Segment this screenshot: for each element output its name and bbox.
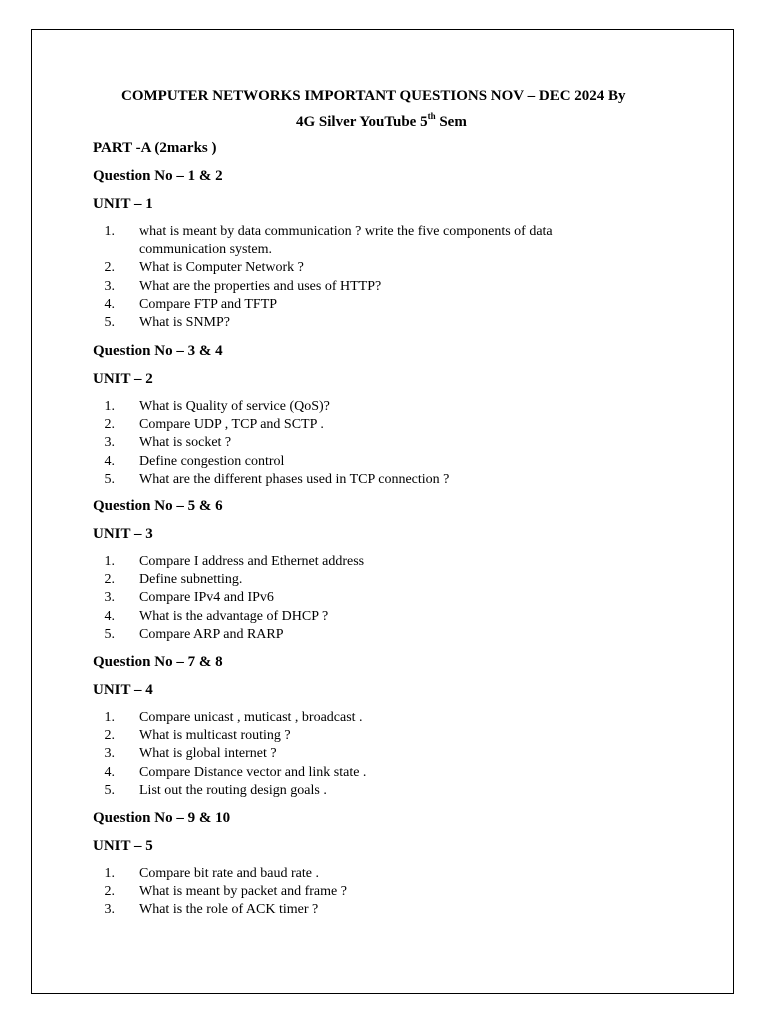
list-item-text: What is socket ? [139,435,232,451]
list-item-number: 3. [104,590,115,606]
list-item-number: 4. [104,764,115,780]
question-heading: Question No – 7 & 8 [93,654,223,670]
list-item-text: Compare unicast , muticast , broadcast . [139,710,363,725]
unit-heading: UNIT – 4 [93,682,153,698]
document-title: COMPUTER NETWORKS IMPORTANT QUESTIONS NOV – DEC 2024 By [121,88,626,104]
list-item-text: What is the advantage of DHCP ? [139,608,329,624]
subtitle-prefix: 4G Silver YouTube 5 [296,114,428,130]
list-item-text: Compare Distance vector and link state . [139,764,367,780]
list-item-text: Compare ARP and RARP [139,626,284,642]
list-item-text: What is global internet ? [139,746,277,762]
list-item-number: 5. [104,471,115,487]
subtitle-suffix: Sem [435,114,467,130]
question-heading: Question No – 3 & 4 [93,343,223,359]
list-item-number: 3. [104,435,115,451]
unit-heading: UNIT – 5 [93,838,153,854]
list-item-text: Define congestion control [139,453,285,469]
unit-heading: UNIT – 3 [93,526,153,542]
list-item-text: What are the different phases used in TCP connection ? [139,471,450,487]
question-heading: Question No – 9 & 10 [93,810,231,826]
list-item-text: what is meant by data communication ? write the five components of data [139,224,553,239]
list-item-text: List out the routing design goals . [139,782,327,798]
subtitle-superscript: th [427,111,436,121]
list-item-text: What is multicast routing ? [139,728,291,744]
list-item-number: 2. [104,572,115,588]
part-heading: PART -A (2marks ) [93,140,217,156]
list-item-text: What is SNMP? [139,315,230,330]
list-item-text: What is the role of ACK timer ? [139,902,319,918]
list-item-number: 2. [104,260,115,276]
list-item-number: 4. [104,608,115,624]
list-item-number: 3. [104,902,115,918]
list-item-text: What is Quality of service (QoS)? [139,399,330,414]
list-item-number: 1. [104,224,115,239]
list-item-text: Compare I address and Ethernet address [139,554,365,569]
list-item-number: 5. [104,626,115,642]
question-heading: Question No – 1 & 2 [93,168,223,184]
question-heading: Question No – 5 & 6 [93,498,223,514]
list-item-text: Compare bit rate and baud rate . [139,866,319,881]
list-item-text: Define subnetting. [139,572,243,588]
list-item-text: What is meant by packet and frame ? [139,884,347,900]
document-subtitle [296,111,467,131]
list-item-text: Compare UDP , TCP and SCTP . [139,417,324,433]
list-item-number: 2. [104,728,115,744]
list-item-text: What are the properties and uses of HTTP? [139,278,382,294]
list-item-number: 5. [104,782,115,798]
list-item-number: 2. [104,884,115,900]
list-item-number: 3. [104,278,115,294]
list-item-number: 5. [104,315,115,330]
unit-heading: UNIT – 2 [93,371,153,387]
list-item-text: Compare FTP and TFTP [139,296,278,312]
list-item-text: communication system. [139,242,272,258]
unit-heading: UNIT – 1 [93,196,153,212]
list-item-number: 1. [104,866,115,881]
list-item-number: 3. [104,746,115,762]
list-item-number: 2. [104,417,115,433]
list-item-text: Compare IPv4 and IPv6 [139,590,274,606]
list-item-number: 4. [104,453,115,469]
list-item-number: 1. [104,554,115,569]
list-item-text: What is Computer Network ? [139,260,304,276]
list-item-number: 4. [104,296,115,312]
list-item-number: 1. [104,710,115,725]
list-item-number: 1. [104,399,115,414]
